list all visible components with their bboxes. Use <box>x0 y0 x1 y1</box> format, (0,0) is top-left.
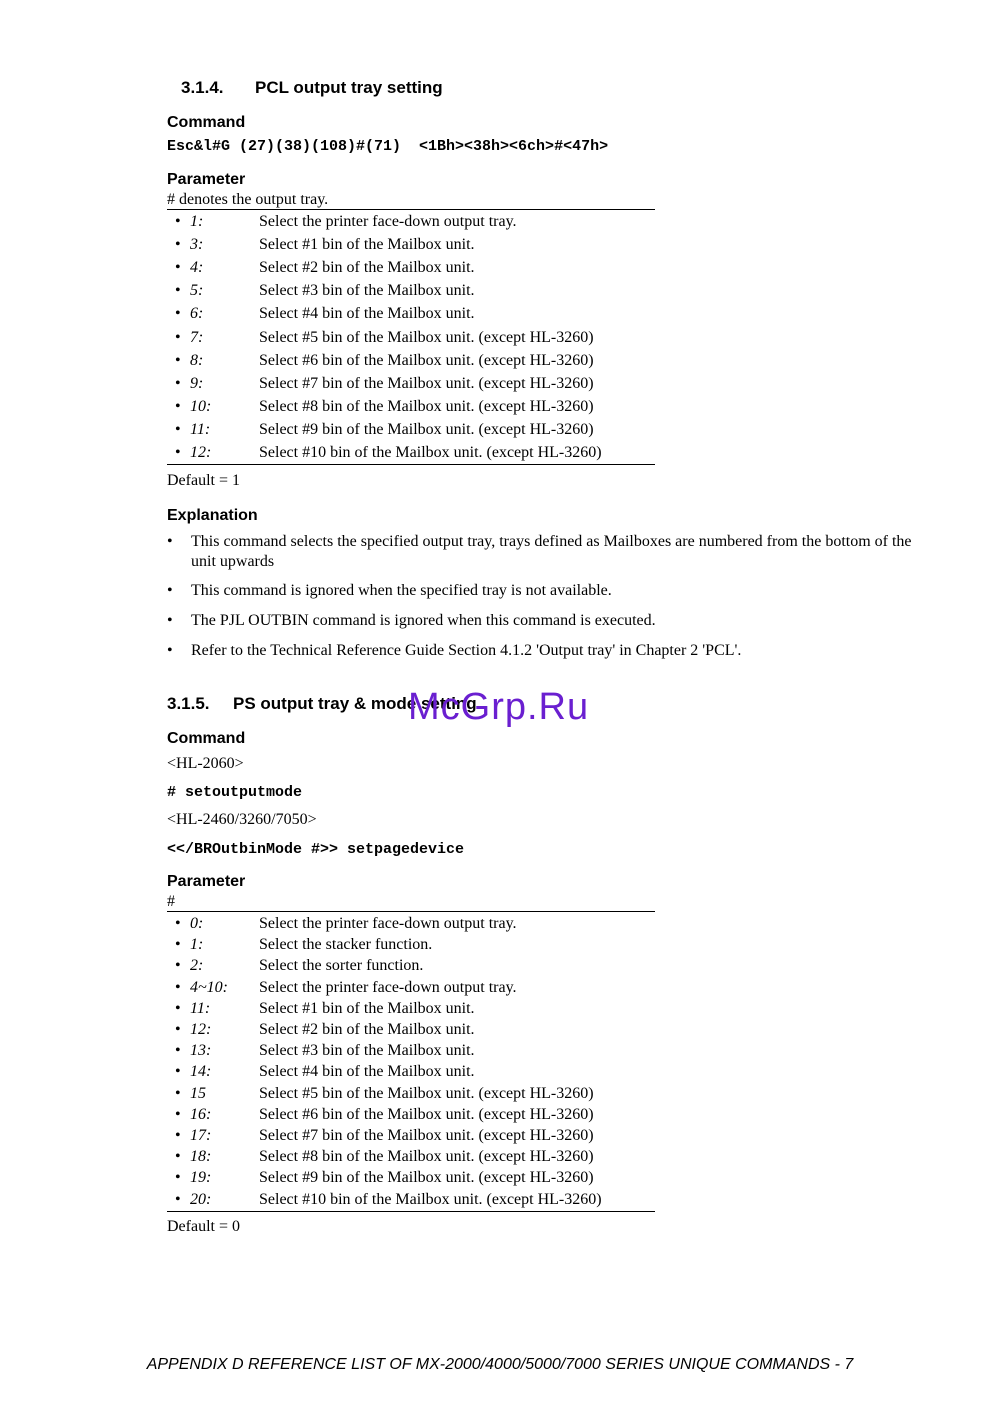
parameter-value: 17: <box>190 1127 212 1144</box>
model-label: <HL-2060> <box>167 755 244 772</box>
parameter-value: 5: <box>190 282 204 300</box>
watermark: McGrp.Ru <box>408 686 590 728</box>
parameter-description: Select the stacker function. <box>259 936 433 954</box>
parameter-description: Select #10 bin of the Mailbox unit. (except HL-3260) <box>259 444 602 461</box>
parameter-row <box>167 915 655 937</box>
section-title: PCL output tray setting <box>255 78 443 97</box>
section-number: 3.1.5. <box>167 694 210 713</box>
parameter-heading: Parameter <box>167 873 246 890</box>
parameter-value: 12: <box>190 1021 212 1038</box>
parameter-row <box>167 1169 655 1191</box>
parameter-row <box>167 957 655 979</box>
parameter-value: 9: <box>190 374 204 392</box>
parameter-row <box>167 1063 655 1085</box>
bullet: • <box>175 1169 181 1187</box>
parameter-value: 11: <box>190 999 211 1017</box>
parameter-value: 1: <box>190 213 204 230</box>
bullet: • <box>175 1148 181 1166</box>
command-heading: Command <box>167 114 246 131</box>
parameter-value: 7: <box>190 328 204 346</box>
parameter-description: Select the sorter function. <box>259 957 424 975</box>
ps-command-code: <</BROutbinMode #>> setpagedevice <box>167 841 465 858</box>
parameter-value: 1: <box>190 936 204 954</box>
parameter-description: Select #1 bin of the Mailbox unit. <box>259 999 475 1017</box>
explanation-text: This command selects the specified output tray, trays defined as Mailboxes are numbered from the bottom of the unit upwards <box>191 533 912 570</box>
page-footer: APPENDIX D REFERENCE LIST OF MX-2000/4000/5000/7000 SERIES UNIQUE COMMANDS - 7 <box>146 1356 854 1373</box>
parameter-value: 11: <box>190 420 211 438</box>
parameter-row <box>167 1000 655 1022</box>
table-top-rule <box>167 911 655 912</box>
section-title: PS output tray & mode setting <box>233 694 477 713</box>
parameter-value: 0: <box>190 915 204 932</box>
parameter-description: Select #9 bin of the Mailbox unit. (except HL-3260) <box>259 1169 594 1187</box>
bullet: • <box>175 444 181 461</box>
bullet: • <box>175 957 181 975</box>
explanation-item <box>167 581 937 603</box>
parameter-row <box>167 1042 655 1064</box>
table-top-rule <box>167 209 655 210</box>
parameter-row <box>167 421 655 443</box>
parameter-description: Select #10 bin of the Mailbox unit. (except HL-3260) <box>259 1190 602 1208</box>
bullet: • <box>167 612 173 629</box>
command-heading: Command <box>167 730 246 747</box>
bullet: • <box>175 259 181 277</box>
parameter-description: Select #3 bin of the Mailbox unit. <box>259 282 475 300</box>
pcl-command-code: Esc&l#G (27)(38)(108)#(71) <1Bh><38h><6ch>#<47h> <box>167 138 609 155</box>
parameter-description: Select #5 bin of the Mailbox unit. (except HL-3260) <box>259 1084 594 1102</box>
parameter-row <box>167 352 655 374</box>
parameter-description: Select #5 bin of the Mailbox unit. (except HL-3260) <box>259 328 594 346</box>
section-heading-314 <box>181 78 443 98</box>
parameter-row <box>167 444 655 466</box>
parameter-row <box>167 1085 655 1107</box>
table-bottom-rule <box>167 464 655 465</box>
bullet: • <box>175 282 181 300</box>
parameter-row <box>167 375 655 397</box>
bullet: • <box>175 1190 181 1208</box>
bullet: • <box>175 1084 181 1102</box>
parameter-description: Select the printer face-down output tray. <box>259 915 517 932</box>
parameter-row <box>167 1021 655 1043</box>
parameter-row <box>167 1148 655 1170</box>
parameter-value: 12: <box>190 444 212 461</box>
bullet: • <box>167 642 173 659</box>
parameter-value: 18: <box>190 1148 212 1166</box>
parameter-value: 4~10: <box>190 978 228 996</box>
default-value: Default = 1 <box>167 472 240 489</box>
parameter-row <box>167 1191 655 1213</box>
explanation-heading: Explanation <box>167 507 258 524</box>
parameter-description: Select #3 bin of the Mailbox unit. <box>259 1042 475 1060</box>
parameter-value: 16: <box>190 1105 212 1123</box>
parameter-value: 4: <box>190 259 204 277</box>
bullet: • <box>175 915 181 932</box>
explanation-item <box>167 532 937 574</box>
bullet: • <box>167 533 173 550</box>
parameter-description: Select #4 bin of the Mailbox unit. <box>259 1063 475 1081</box>
parameter-row <box>167 305 655 327</box>
parameter-row <box>167 979 655 1001</box>
bullet: • <box>175 1021 181 1038</box>
section-number: 3.1.4. <box>181 78 224 97</box>
parameter-description: Select #6 bin of the Mailbox unit. (except HL-3260) <box>259 351 594 369</box>
explanation-text: This command is ignored when the specified tray is not available. <box>191 582 612 599</box>
parameter-row <box>167 1127 655 1149</box>
parameter-description: Select #8 bin of the Mailbox unit. (except HL-3260) <box>259 397 594 415</box>
bullet: • <box>175 328 181 346</box>
parameter-row <box>167 936 655 958</box>
bullet: • <box>175 1105 181 1123</box>
explanation-text: Refer to the Technical Reference Guide Section 4.1.2 'Output tray' in Chapter 2 'PCL'. <box>191 642 742 659</box>
ps-command-code: # setoutputmode <box>167 784 303 801</box>
default-value: Default = 0 <box>167 1218 240 1235</box>
parameter-row <box>167 398 655 420</box>
bullet: • <box>175 936 181 954</box>
parameter-intro: # <box>167 893 175 910</box>
parameter-description: Select #2 bin of the Mailbox unit. <box>259 1021 475 1038</box>
explanation-text: The PJL OUTBIN command is ignored when this command is executed. <box>191 612 656 629</box>
parameter-description: Select #8 bin of the Mailbox unit. (except HL-3260) <box>259 1148 594 1166</box>
bullet: • <box>175 1042 181 1060</box>
parameter-value: 10: <box>190 397 212 415</box>
parameter-heading: Parameter <box>167 171 246 188</box>
model-label: <HL-2460/3260/7050> <box>167 811 317 828</box>
bullet: • <box>175 374 181 392</box>
parameter-value: 2: <box>190 957 204 975</box>
parameter-value: 14: <box>190 1063 212 1081</box>
bullet: • <box>175 236 181 254</box>
bullet: • <box>175 1063 181 1081</box>
bullet: • <box>175 397 181 415</box>
parameter-row <box>167 1106 655 1128</box>
bullet: • <box>175 1127 181 1144</box>
bullet: • <box>175 305 181 323</box>
parameter-row <box>167 329 655 351</box>
parameter-value: 15 <box>190 1084 206 1102</box>
parameter-description: Select #7 bin of the Mailbox unit. (except HL-3260) <box>259 374 594 392</box>
explanation-item <box>167 641 937 663</box>
parameter-value: 8: <box>190 351 204 369</box>
parameter-row <box>167 259 655 281</box>
bullet: • <box>175 351 181 369</box>
parameter-description: Select the printer face-down output tray. <box>259 213 517 230</box>
table-bottom-rule <box>167 1211 655 1212</box>
parameter-description: Select #1 bin of the Mailbox unit. <box>259 236 475 254</box>
parameter-description: Select #2 bin of the Mailbox unit. <box>259 259 475 277</box>
parameter-description: Select #4 bin of the Mailbox unit. <box>259 305 475 323</box>
bullet: • <box>175 213 181 230</box>
parameter-description: Select #9 bin of the Mailbox unit. (except HL-3260) <box>259 420 594 438</box>
bullet: • <box>175 978 181 996</box>
parameter-value: 3: <box>190 236 204 254</box>
parameter-row <box>167 282 655 304</box>
parameter-value: 19: <box>190 1169 212 1187</box>
parameter-description: Select the printer face-down output tray. <box>259 978 517 996</box>
parameter-description: Select #6 bin of the Mailbox unit. (except HL-3260) <box>259 1105 594 1123</box>
parameter-value: 20: <box>190 1190 212 1208</box>
explanation-item <box>167 611 937 633</box>
bullet: • <box>175 420 181 438</box>
parameter-row <box>167 236 655 258</box>
parameter-intro: # denotes the output tray. <box>167 191 329 208</box>
parameter-value: 13: <box>190 1042 212 1060</box>
parameter-description: Select #7 bin of the Mailbox unit. (except HL-3260) <box>259 1127 594 1144</box>
parameter-row <box>167 213 655 235</box>
bullet: • <box>167 582 173 599</box>
parameter-value: 6: <box>190 305 204 323</box>
bullet: • <box>175 999 181 1017</box>
